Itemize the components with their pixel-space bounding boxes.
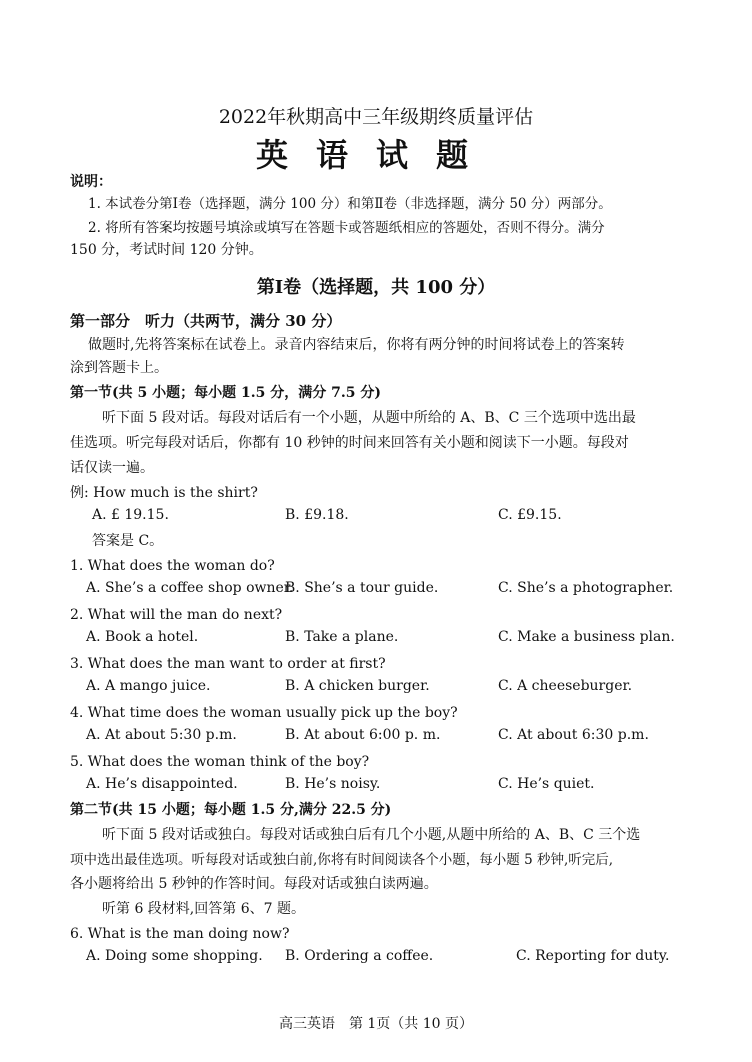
volume-1-title: 第Ⅰ卷（选择题，共 100 分）: [256, 277, 496, 298]
question-3: 3. What does the man want to order at first?: [70, 656, 386, 672]
question-6-option-b: B. Ordering a coffee.: [285, 948, 434, 964]
question-4-option-a: A. At about 5:30 p.m.: [86, 727, 237, 743]
example-option-c: C. £9.15.: [498, 507, 562, 523]
question-2-option-a: A. Book a hotel.: [86, 629, 199, 645]
section-1-instr-line-1: 听下面 5 段对话。每段对话后有一个小题，从题中所给的 A、B、C 三个选项中选出最: [102, 410, 636, 426]
question-6-option-a: A. Doing some shopping.: [86, 948, 263, 964]
exam-title: 2022年秋期高中三年级期终质量评估: [218, 106, 534, 128]
section-2-instr-line-3: 各小题将给出 5 秒钟的作答时间。每段对话或独白读两遍。: [70, 876, 438, 892]
question-3-option-a: A. A mango juice.: [86, 678, 211, 694]
example-option-a: A. £ 19.15.: [92, 507, 169, 523]
part-1-title: 第一部分 听力（共两节，满分 30 分）: [70, 312, 342, 330]
section-2-instr-line-1: 听下面 5 段对话或独白。每段对话或独白后有几个小题,从题中所给的 A、B、C 三个选: [102, 827, 641, 843]
question-4-option-c: C. At about 6:30 p.m.: [498, 727, 649, 743]
question-3-option-b: B. A chicken burger.: [285, 678, 430, 694]
section-2-instr-line-2: 项中选出最佳选项。听每段对话或独白前,你将有时间阅读各个小题，每小题 5 秒钟,听完后,: [70, 852, 614, 868]
question-5-option-c: C. He’s quiet.: [498, 776, 595, 792]
question-1-option-b: B. She’s a tour guide.: [285, 580, 439, 596]
subject-title: 英语试题: [255, 136, 496, 174]
question-4-option-b: B. At about 6:00 p. m.: [285, 727, 441, 743]
notes-item-1: 1. 本试卷分第Ⅰ卷（选择题，满分 100 分）和第Ⅱ卷（非选择题，满分 50 分）两部分。: [88, 196, 612, 212]
question-1: 1. What does the woman do?: [70, 558, 275, 574]
question-1-option-c: C. She’s a photographer.: [498, 580, 674, 596]
question-5-option-a: A. He’s disappointed.: [86, 776, 238, 792]
question-2-option-c: C. Make a business plan.: [498, 629, 675, 645]
question-5-option-b: B. He’s noisy.: [285, 776, 381, 792]
question-1-option-a: A. She’s a coffee shop owner.: [86, 580, 294, 596]
question-5: 5. What does the woman think of the boy?: [70, 754, 370, 770]
question-4: 4. What time does the woman usually pick up the boy?: [70, 705, 458, 721]
notes-label: 说明：: [70, 174, 112, 190]
page-footer: 高三英语 第 1页（共 10 页）: [278, 1016, 474, 1032]
question-3-option-c: C. A cheeseburger.: [498, 678, 633, 694]
section-1-instr-line-3: 话仅读一遍。: [70, 460, 154, 476]
example-question: 例: How much is the shirt?: [70, 485, 258, 501]
notes-item-2-line-1: 2. 将所有答案均按题号填涂或填写在答题卡或答题纸相应的答题处，否则不得分。满分: [88, 220, 605, 236]
material-note: 听第 6 段材料,回答第 6、7 题。: [102, 901, 305, 917]
section-1-title: 第一节(共 5 小题；每小题 1.5 分，满分 7.5 分): [70, 385, 381, 401]
question-6-option-c: C. Reporting for duty.: [516, 948, 670, 964]
example-option-b: B. £9.18.: [285, 507, 349, 523]
question-2: 2. What will the man do next?: [70, 607, 283, 623]
section-1-instr-line-2: 佳选项。听完每段对话后，你都有 10 秒钟的时间来回答有关小题和阅读下一小题。每段对: [70, 435, 629, 451]
part-1-intro-line-1: 做题时,先将答案标在试卷上。录音内容结束后，你将有两分钟的时间将试卷上的答案转: [88, 337, 625, 353]
part-1-intro-line-2: 涂到答题卡上。: [70, 360, 168, 376]
section-2-title: 第二节(共 15 小题；每小题 1.5 分,满分 22.5 分): [70, 802, 392, 818]
notes-item-2-line-2: 150 分，考试时间 120 分钟。: [70, 242, 263, 258]
example-answer: 答案是 C。: [92, 533, 164, 549]
question-6: 6. What is the man doing now?: [70, 926, 290, 942]
question-2-option-b: B. Take a plane.: [285, 629, 399, 645]
